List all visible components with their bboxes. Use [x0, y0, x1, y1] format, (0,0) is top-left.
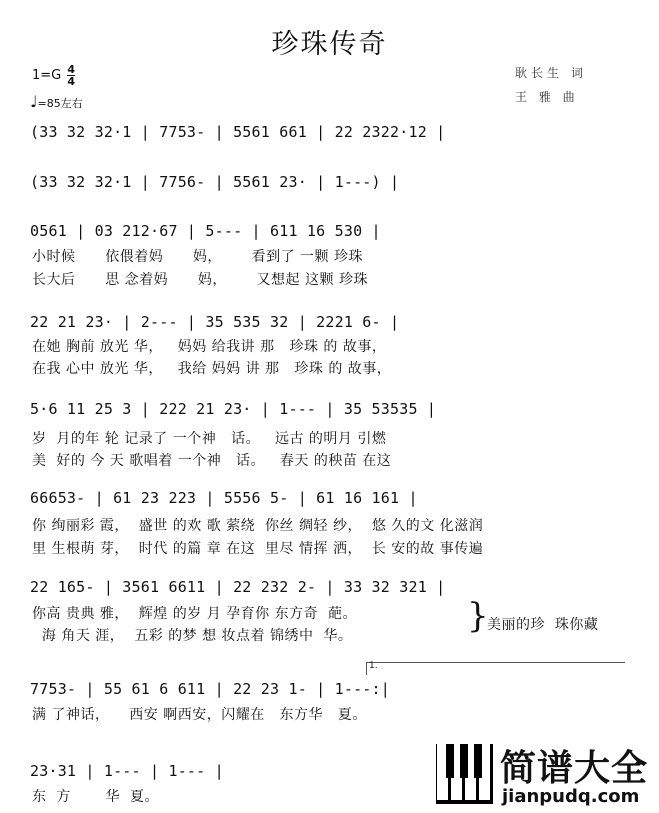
lyric-line-7a: 你高 贵典 雅， 辉煌 的岁 月 孕育你 东方奇 葩。: [32, 606, 358, 622]
lyric-line-5b: 美 好的 今 天 歌唱着 一个神 话。 春天 的秧苗 在这: [32, 453, 392, 469]
lyric-line-9: 东 方 华 夏。: [32, 789, 159, 805]
music-line-8: 7753- | 55 61 6 611 | 22 23 1- | 1---:|: [30, 680, 390, 698]
music-line-4: 22 21 23· | 2--- | 35 535 32 | 2221 6- |: [30, 313, 400, 331]
time-signature-top: 4: [67, 63, 76, 76]
logo-name: 简谱大全: [500, 748, 649, 789]
site-logo: [436, 740, 651, 810]
tempo-marking: [30, 92, 83, 111]
music-line-5: 5·6 11 25 3 | 222 21 23· | 1--- | 35 53535 |: [30, 400, 437, 418]
tempo-label: =85左右: [37, 97, 83, 110]
brace-lyric: 美丽的珍 珠你藏: [487, 617, 599, 633]
lyric-line-3b: 长大后 思 念着妈 妈， 又想起 这颗 珍珠: [32, 272, 368, 288]
lyric-brace: }: [467, 596, 489, 636]
music-line-6: 66653- | 61 23 223 | 5556 5- | 61 16 161 |: [30, 489, 418, 507]
lyricist-credit: 耿长生 词: [515, 66, 587, 80]
lyric-line-6b: 里 生根萌 芽， 时代 的篇 章 在这 里尽 情挥 洒， 长 安的故 事传遍: [32, 541, 484, 557]
composer-credit: 王 雅 曲: [515, 90, 579, 104]
page-title: 珍珠传奇: [271, 29, 388, 60]
key-label: 1=G: [32, 68, 62, 83]
lyric-line-3a: 小时候 依偎着妈 妈， 看到了 一颗 珍珠: [32, 249, 364, 265]
volta-bracket: [366, 662, 625, 675]
music-line-7: 22 165- | 3561 6611 | 22 232 2- | 33 32 321 |: [30, 578, 446, 596]
music-line-9: 23·31 | 1--- | 1--- |: [30, 762, 224, 780]
time-signature-bottom: 4: [67, 75, 76, 88]
lyric-line-7b: 海 角天 涯， 五彩 的梦 想 妆点着 锦绣中 华。: [32, 628, 353, 644]
music-line-3: 0561 | 03 212·67 | 5--- | 611 16 530 |: [30, 222, 381, 240]
lyric-line-6a: 你 绚丽彩 霞， 盛世 的欢 歌 萦绕 你丝 绸轻 纱， 悠 久的文 化滋润: [32, 518, 484, 534]
logo-url: jianpudq.com: [502, 786, 640, 807]
quarter-note-icon: ♩: [30, 92, 38, 111]
piano-keys-icon: [436, 740, 496, 804]
music-line-2: (33 32 32·1 | 7756- | 5561 23· | 1---) |: [30, 173, 400, 191]
lyric-line-4b: 在我 心中 放光 华， 我给 妈妈 讲 那 珍珠 的 故事，: [32, 361, 392, 377]
music-line-1: (33 32 32·1 | 7753- | 5561 661 | 22 2322·12 |: [30, 123, 446, 141]
key-signature: [32, 64, 75, 87]
lyric-line-8: 满 了神话， 西安 啊西安，闪耀在 东方华 夏。: [32, 707, 367, 723]
time-signature: [67, 64, 75, 87]
lyric-line-4a: 在她 胸前 放光 华， 妈妈 给我讲 那 珍珠 的 故事，: [32, 339, 387, 355]
lyric-line-5a: 岁 月的年 轮 记录了 一个神 话。 远古 的明月 引燃: [32, 431, 387, 447]
volta-label: 1.: [369, 661, 378, 671]
